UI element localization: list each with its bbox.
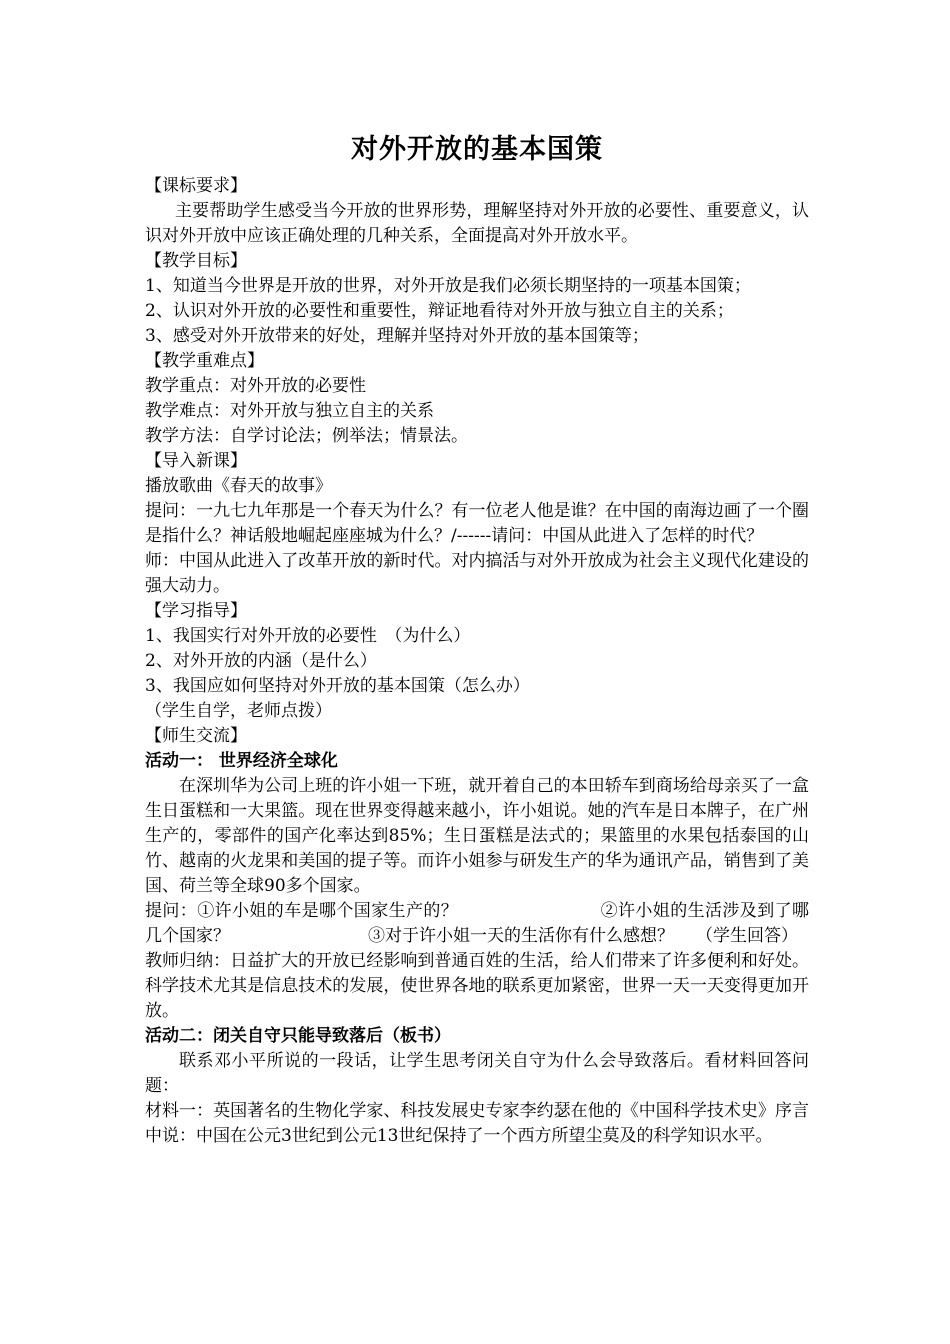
intro-teacher: 师：中国从此进入了改革开放的新时代。对内搞活与对外开放成为社会主义现代化建设的强大动力。 [145,551,809,596]
intro-song: 播放歌曲《春天的故事》 [145,476,332,496]
activity1-story: 在深圳华为公司上班的许小姐一下班，就开着自己的本田轿车到商场给母亲买了一盒生日蛋糕和一大果篮。现在世界变得越来越小，许小姐说。她的汽车是日本牌子，在广州生产的，零部件的国产化率达到85%；生日蛋糕是法式的；果篮里的水果包括泰国的山竹、越南的火龙果和美国的提子等。而许小姐参与研发生产的华为通讯产品，销售到了美国、荷兰等全球90多个国家。 [145,776,809,896]
guide-item: 2、对外开放的内涵（是什么） [145,651,377,671]
activity1-question-3: ③对于许小姐一天的生活你有什么感想？ [368,926,674,946]
activity1-summary: 教师归纳：日益扩大的开放已经影响到普通百姓的生活，给人们带来了许多便利和好处。科学技术尤其是信息技术的发展，使世界各地的联系更加紧密，世界一天一天变得更加开放。 [145,951,809,1021]
guide-item: 1、我国实行对外开放的必要性 （为什么） [145,626,471,646]
section-heading-key-points: 【教学重难点】 [145,351,264,371]
key-point-item: 教学方法：自学讨论法；例举法；情景法。 [145,426,468,446]
objective-item: 3、感受对外开放带来的好处，理解并坚持对外开放的基本国策等； [145,326,649,346]
section-heading-guide: 【学习指导】 [145,601,247,621]
activity2-material1: 材料一：英国著名的生物化学家、科技发展史专家李约瑟在他的《中国科学技术史》序言中说：中国在公元3世纪到公元13世纪保持了一个西方所望尘莫及的科学知识水平。 [145,1101,809,1146]
activity1-title: 活动一： 世界经济全球化 [145,751,338,771]
guide-item: （学生自学，老师点拨） [145,701,332,721]
intro-question: 提问：一九七九年那是一个春天为什么？有一位老人他是谁？在中国的南海边画了一个圈是指什么？神话般地崛起座座城为什么？/------请问：中国从此进入了怎样的时代？ [145,501,809,546]
section-heading-intro: 【导入新课】 [145,451,247,471]
guide-item: 3、我国应如何坚持对外开放的基本国策（怎么办） [145,676,530,696]
key-point-item: 教学重点：对外开放的必要性 [145,376,366,396]
activity1-question-2: ②许小姐的生活涉及到了哪几个国家？ [145,901,810,946]
section-heading-objectives: 【教学目标】 [145,251,247,271]
key-point-item: 教学难点：对外开放与独立自主的关系 [145,401,434,421]
activity1-questions [145,899,809,949]
objective-item: 1、知道当今世界是开放的世界，对外开放是我们必须长期坚持的一项基本国策； [145,276,751,296]
activity1-question-suffix: （学生回答） [696,926,798,946]
document-page [145,128,809,1149]
activity1-question-prefix: 提问： [145,901,198,921]
curriculum-text: 主要帮助学生感受当今开放的世界形势，理解坚持对外开放的必要性、重要意义，认识对外开放中应该正确处理的几种关系，全面提高对外开放水平。 [145,201,809,246]
section-heading-curriculum: 【课标要求】 [145,176,247,196]
activity2-prompt: 联系邓小平所说的一段话，让学生思考闭关自守为什么会导致落后。看材料回答问题： [145,1051,809,1096]
activity1-question-1: ①许小姐的车是哪个国家生产的？ [197,901,459,921]
activity2-title: 活动二：闭关自守只能导致落后（板书） [145,1026,451,1046]
document-title: 对外开放的基本国策 [351,134,603,165]
objective-item: 2、认识对外开放的必要性和重要性，辩证地看待对外开放与独立自主的关系； [145,301,734,321]
section-heading-exchange: 【师生交流】 [145,726,247,746]
